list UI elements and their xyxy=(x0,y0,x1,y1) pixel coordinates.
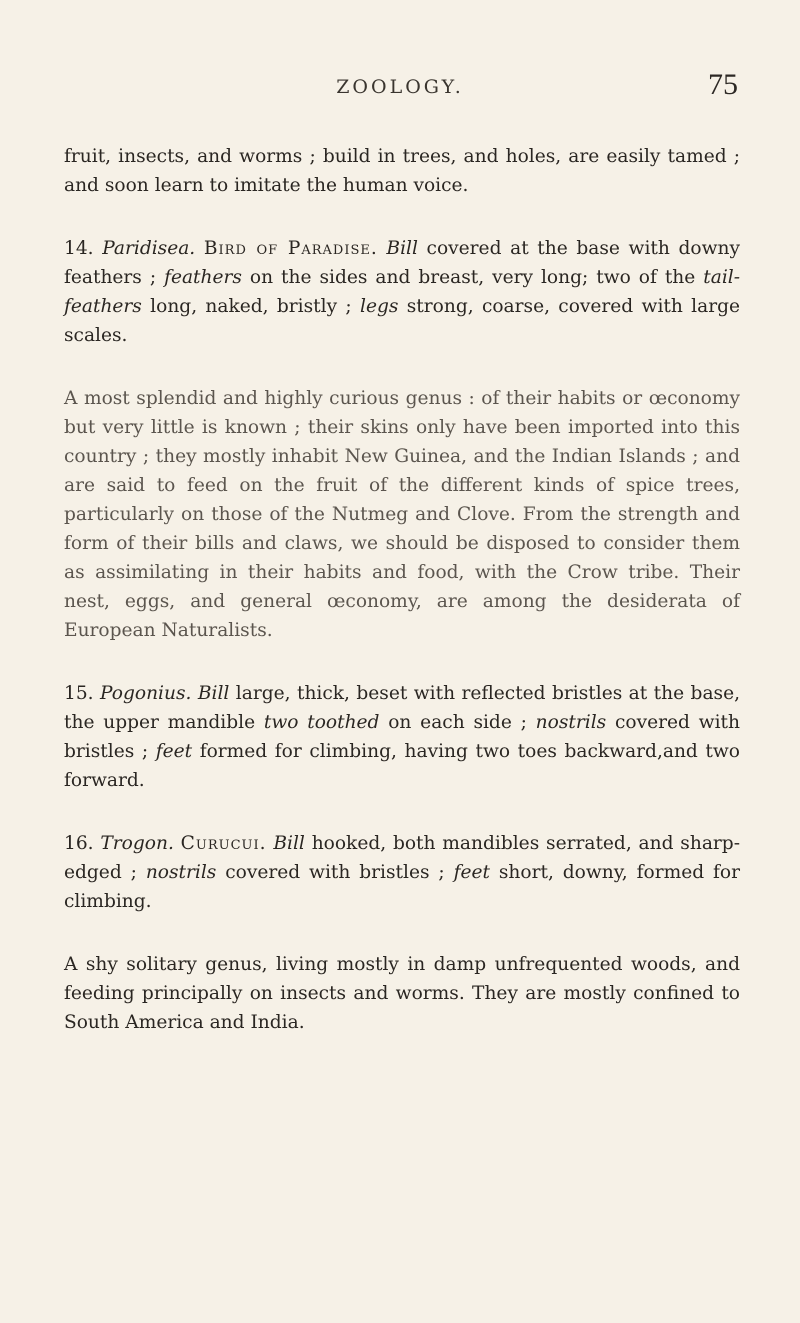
common-name: Curucui. xyxy=(180,833,267,854)
page-header xyxy=(0,68,800,108)
entry-number: 16. xyxy=(64,833,94,854)
trait-text: strong, coarse, covered with large scales. xyxy=(64,296,740,346)
trait-text: on the sides and breast, very long; two of the xyxy=(241,267,696,288)
running-title: ZOOLOGY. xyxy=(336,76,464,98)
trait-text: hooked, both mandibles serrated, and sharp-edged ; xyxy=(64,833,740,883)
trait-label: Bill xyxy=(197,683,230,704)
trait-text: formed for climbing, having two toes backward,and two forward. xyxy=(64,741,740,791)
trait-text: long, naked, bristly ; xyxy=(141,296,352,317)
page-number: 75 xyxy=(708,68,738,101)
common-name: Bird of Paradise. xyxy=(203,238,378,259)
entry-15-pogonius xyxy=(64,679,740,795)
trait-label: Bill xyxy=(273,833,305,854)
paragraph-paradisea-description: A most splendid and highly curious genus : of their habits or œconomy but very little is known ; their skins only have been imported into this country ; they mostly inhabit New Guinea, and the Indian Islands ; and are said to feed on the fruit of the different kinds of spice trees, particularly on those of the Nutmeg and Clove. From the strength and form of their bills and claws, we should be disposed to consider them as assimilating in their habits and food, with the Crow tribe. Their nest, eggs, and general œconomy, are among the desiderata of European Naturalists. xyxy=(64,388,740,641)
trait-label: tail-feathers xyxy=(64,267,740,317)
trait-label: two toothed xyxy=(263,712,380,733)
trait-label: feet xyxy=(453,862,490,883)
trait-text: covered with bristles ; xyxy=(64,712,740,762)
trait-label: Bill xyxy=(386,238,418,259)
genus-name: Trogon. xyxy=(100,833,174,854)
genus-name: Paridisea. xyxy=(102,238,196,259)
trait-label: legs xyxy=(360,296,399,317)
trait-label: nostrils xyxy=(145,862,217,883)
genus-name: Pogonius. xyxy=(100,683,192,704)
paragraph-trogon-description: A shy solitary genus, living mostly in damp unfrequented woods, and feeding principally on insects and worms. They are mostly confined to South America and India. xyxy=(64,954,740,1033)
paragraph-continuation: fruit, insects, and worms ; build in trees, and holes, are easily tamed ; and soon learn to imitate the human voice. xyxy=(64,146,740,196)
trait-text: covered with bristles ; xyxy=(216,862,445,883)
body-text xyxy=(64,142,740,1071)
trait-label: nostrils xyxy=(535,712,607,733)
trait-text: short, downy, formed for climbing. xyxy=(64,862,740,912)
trait-text: large, thick, beset with reflected bristles at the base, the upper mandible xyxy=(64,683,740,733)
entry-14-paradisea xyxy=(64,234,740,350)
entry-number: 14. xyxy=(64,238,94,259)
trait-label: feet xyxy=(155,741,193,762)
entry-number: 15. xyxy=(64,683,94,704)
entry-16-trogon xyxy=(64,829,740,916)
trait-text: on each side ; xyxy=(379,712,527,733)
trait-label: feathers xyxy=(164,267,242,288)
trait-text: covered at the base with downy feathers ; xyxy=(64,238,740,288)
